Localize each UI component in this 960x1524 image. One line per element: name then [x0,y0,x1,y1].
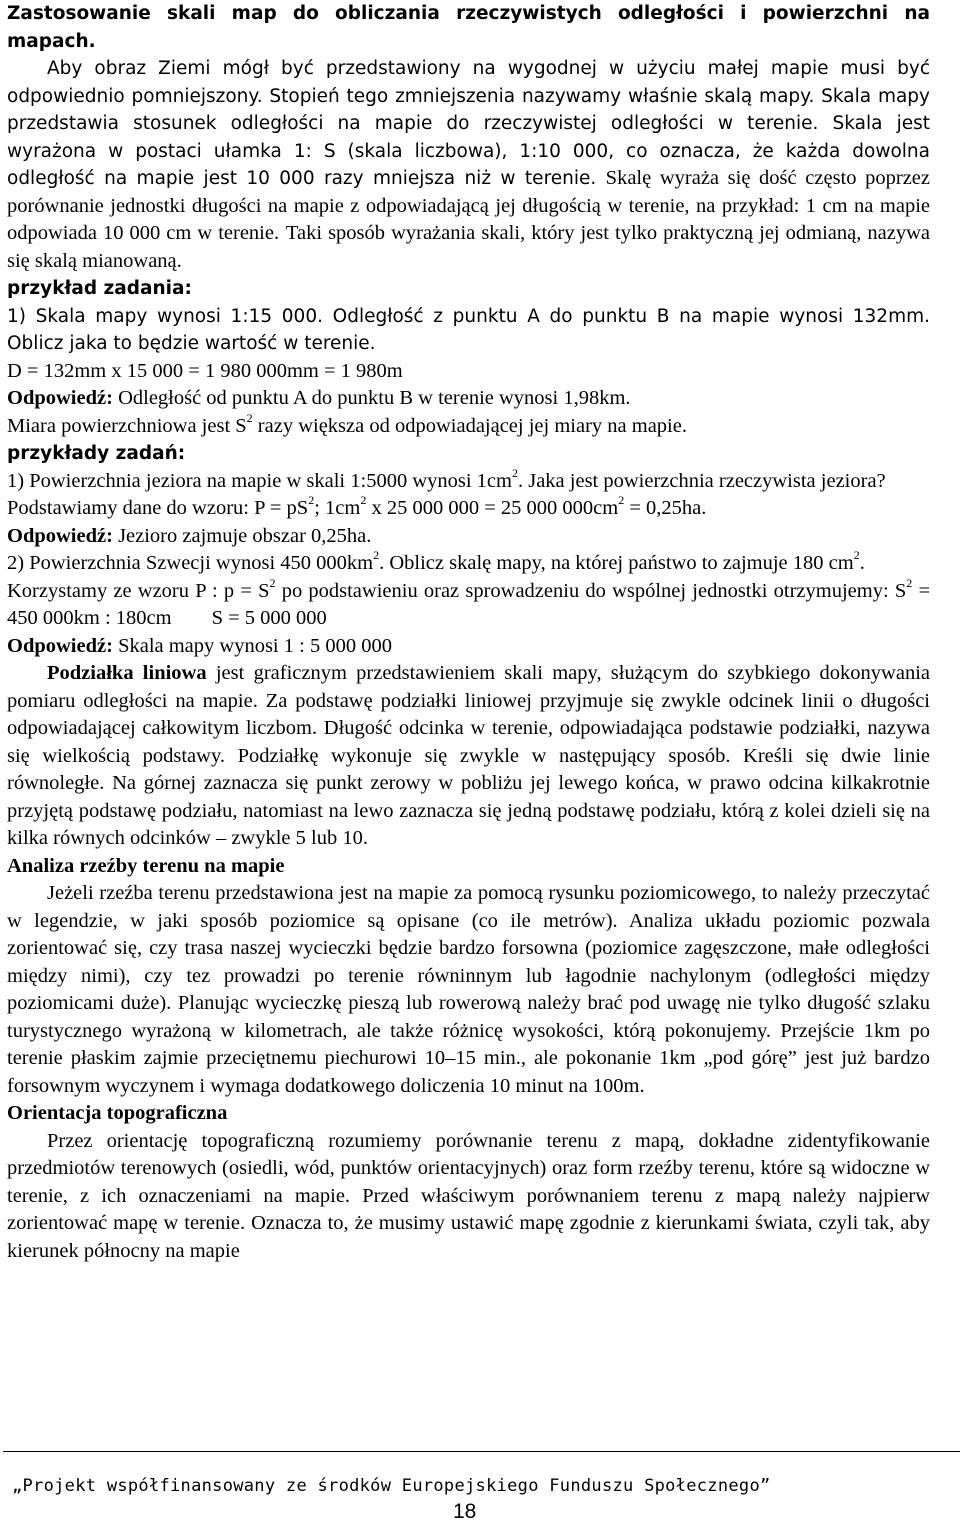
calculation-1-text: D = 132mm x 15 000 = 1 980 000mm = 1 980m [7,359,403,382]
example-1-text: 1) Skala mapy wynosi 1:15 000. Odległość z punktu A do punktu B na mapie wynosi 132mm. Oblicz jaka to będzie wartość w terenie. [7,305,930,354]
example-3-text-b: . Oblicz skalę mapy, na której państwo to zajmuje 180 cm [379,552,854,574]
linear-scale-paragraph [7,660,930,853]
intro-text-2: Skala jest wyrażona w postaci ułamka 1: S (skala liczbowa), 1:10 000, co oznacza, że każda dowolna odległość na mapie jest 10 000 razy mniejsza niż w terenie. [7,113,931,189]
example-3-text-c: . [859,552,865,574]
document-page [7,0,930,1265]
orientation-text: Przez orientację topograficzną rozumiemy porównanie terenu z mapą, dokładne zidentyfikowanie przedmiotów terenowych (osiedli, wód, punktów orientacyjnych) oraz form rzeźby terenu, które są widoczne w terenie, z ich oznaczeniami na mapie. Przed właściwym porównaniem terenu z mapą należy najpierw zorientować mapę w terenie. Oznacza to, że musimy ustawić mapę zgodnie z kierunkami świata, czyli tak, aby kierunek północny na mapie [7,1129,930,1262]
relief-text: Jeżeli rzeźba terenu przedstawiona jest na mapie za pomocą rysunku poziomicowego, to należy przeczytać w legendzie, w jaki sposób poziomice są opisane (co ile metrów). Analiza układu poziomic pozwala zorientować się, czy trasa naszej wycieczki będzie bardzo forsowna (poziomice zagęszczone, małe odległości między nimi), czy tez prowadzi po terenie równinnym lub łagodnie nachylonym (odległości między poziomicami duże). Planując wycieczkę pieszą lub rowerową należy brać pod uwagę nie tylko długość szlaku turystycznego wyrażoną w kilometrach, ale także różnicę wysokości, którą pokonujemy. Przejście 1km po terenie płaskim zajmie przeciętnemu piechurowi 10–15 min., ale pokonanie 1km „pod górę” jest już bardzo forsownym wyczynem i wymaga dodatkowego doliczenia 10 minut na 100m. [7,882,930,1097]
footer-project-text: „Projekt współfinansowany ze środków Europejskiego Funduszu Społecznego” [12,1476,771,1496]
footer-divider [3,1451,960,1452]
area-rule-superscript: 2 [246,410,253,425]
answer-3-text: Skala mapy wynosi 1 : 5 000 000 [118,634,392,657]
answer-label: Odpowiedź: [7,524,113,547]
answer-label: Odpowiedź: [7,387,113,409]
answer-3 [7,633,930,661]
title-text: Zastosowanie skali map do obliczania rzeczywistych odległości i powierzchni na mapach. [7,3,930,52]
intro-text-3: Skalę wyraża się dość często poprzez porównanie jednostki długości na mapie z odpowiadającą jej długością w terenie, na przykład: 1 cm na mapie odpowiada 10 000 cm w terenie. [7,167,930,244]
example-3 [7,550,930,578]
intro-text-1: Aby obraz Ziemi mógł być przedstawiony na wygodnej w użyciu małej mapie musi być odpowiednio pomniejszony. Stopień tego zmniejszenia nazywamy właśnie skalą mapy. Skala mapy przedstawia stosunek odległości na mapie do rzeczywistej odległości w terenie. [7,58,930,134]
example-3-text-a: 2) Powierzchnia Szwecji wynosi 450 000km [7,552,374,574]
example-2 [7,465,930,496]
calculation-2-sup-1: 2 [308,493,315,508]
document-title [7,0,930,55]
answer-1 [7,385,930,413]
example-heading-text: przykład zadania: [7,278,192,299]
answer-2 [7,523,930,551]
calculation-2-text-d: = 0,25ha. [624,497,707,519]
area-rule-text-a: Miara powierzchniowa jest S [7,414,247,437]
area-rule-text-b: razy większa od odpowiadającej jej miary na mapie. [257,414,687,437]
linear-scale-heading: Podziałka liniowa [47,662,207,684]
calculation-2-text-a: Podstawiamy dane do wzoru: P = pS [7,497,309,519]
relief-paragraph [7,880,930,1100]
calculation-3-text-c: = 450 000km : 180cm [7,579,931,629]
calculation-2-text-b: ; 1cm [314,497,361,519]
example-3-sup-2: 2 [853,548,860,563]
examples-heading [7,440,930,468]
calculation-3-sup-2: 2 [906,575,913,590]
example-2-superscript: 2 [511,465,518,480]
orientation-heading [7,1100,930,1128]
calculation-3 [7,575,931,633]
calculation-2-sup-3: 2 [618,493,625,508]
answer-2-text: Jezioro zajmuje obszar 0,25ha. [118,524,372,547]
intro-paragraph [7,55,930,275]
relief-heading [7,853,930,881]
orientation-heading-text: Orientacja topograficzna [7,1102,228,1124]
example-heading [7,275,930,303]
calculation-1 [7,358,930,386]
relief-heading-text: Analiza rzeźby terenu na mapie [7,854,285,877]
calculation-2 [7,495,930,523]
example-3-sup-1: 2 [373,548,380,563]
example-2-text-a: 1) Powierzchnia jeziora na mapie w skali 1:5000 wynosi 1cm [7,469,512,492]
orientation-paragraph [7,1128,930,1266]
calculation-3-text-d: S = 5 000 000 [211,607,327,629]
answer-1-text: Odległość od punktu A do punktu B w terenie wynosi 1,98km. [118,387,631,409]
page-number: 18 [453,1500,477,1523]
examples-heading-text: przykłady zadań: [7,443,186,464]
calculation-2-text-c: x 25 000 000 = 25 000 000cm [366,497,619,519]
calculation-3-text-b: po podstawieniu oraz sprowadzeniu do wspólnej jednostki otrzymujemy: S [275,579,907,602]
example-2-text-b: . Jaka jest powierzchnia rzeczywista jeziora? [517,469,886,492]
calculation-3-text-a: Korzystamy ze wzoru P : p = S [7,579,270,602]
calculation-2-sup-2: 2 [360,493,367,508]
area-rule [7,410,930,441]
calculation-3-sup-1: 2 [269,575,276,590]
answer-label: Odpowiedź: [7,634,113,657]
intro-text-4: Taki sposób wyrażania skali, który jest tylko praktyczną jej odmianą, nazywa się skalą mianowaną. [7,222,930,272]
example-1 [7,303,930,358]
linear-scale-text: jest graficznym przedstawieniem skali mapy, służącym do szybkiego dokonywania pomiaru odległości na mapie. Za podstawę podziałki liniowej przyjmuje się zwykle odcinek linii o długości odpowiadającej całkowitym liczbom. Długość odcinka w terenie, odpowiadająca podstawie podziałki, nazywa się wielkością podstawy. Podziałkę wykonuje się zwykle w następujący sposób. Kreśli się dwie linie równoległe. Na górnej zaznacza się punkt zerowy w pobliżu jej lewego końca, w prawo odcina kilkakrotnie przyjętą podstawę podziału, natomiast na lewo zaznacza się jedną podstawę podziału, którą z kolei dzieli się na kilka równych odcinków – zwykle 5 lub 10. [7,662,931,849]
